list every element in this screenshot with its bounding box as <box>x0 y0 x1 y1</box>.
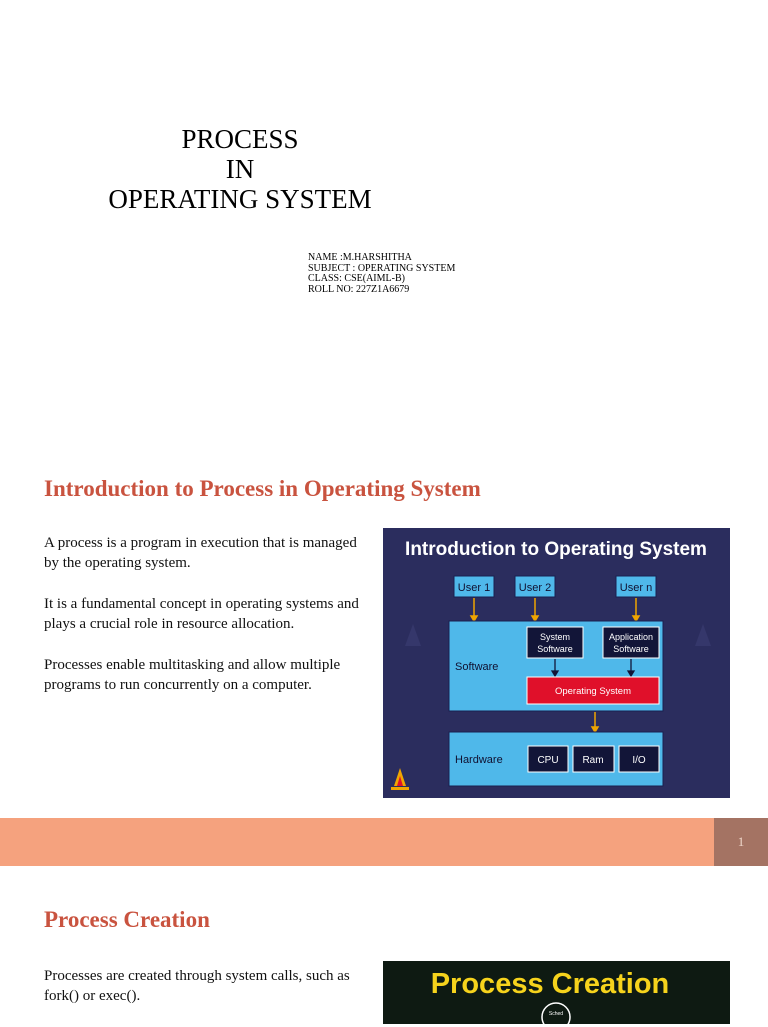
author-class: CLASS: CSE(AIML-B) <box>308 273 405 284</box>
system-software-label: System <box>539 632 571 642</box>
hardware-item-label: Ram <box>582 755 604 766</box>
system-software-label: Software <box>537 644 573 654</box>
hardware-label: Hardware <box>455 754 503 766</box>
user-label: User 2 <box>518 582 552 594</box>
title-line: IN <box>225 154 255 184</box>
presentation-title <box>100 124 380 214</box>
author-info <box>308 253 455 295</box>
diagram-title: Introduction to Operating System <box>405 539 707 560</box>
title-line: OPERATING SYSTEM <box>108 184 372 214</box>
author-roll-no: ROLL NO: 227Z1A6679 <box>308 283 410 295</box>
slide-footer-band <box>0 818 714 866</box>
process-creation-image <box>383 961 730 1024</box>
application-software-label: Application <box>608 632 654 642</box>
intro-paragraph: It is a fundamental concept in operating systems and plays a crucial role in resource allocation. <box>44 596 359 632</box>
user-label: User n <box>619 582 653 594</box>
title-line: PROCESS <box>181 124 299 154</box>
title-slide <box>0 0 768 440</box>
os-diagram-image <box>383 528 730 798</box>
author-subject: SUBJECT : OPERATING SYSTEM <box>308 262 456 274</box>
creation-heading: Process Creation <box>44 907 210 932</box>
scheduler-label: Sched <box>548 1011 564 1017</box>
process-creation-image-title: Process Creation <box>430 968 670 1000</box>
operating-system-label: Operating System <box>554 686 632 697</box>
intro-body <box>44 533 374 716</box>
intro-paragraph: A process is a program in execution that is managed by the operating system. <box>44 535 357 571</box>
intro-slide <box>0 440 768 818</box>
creation-body <box>44 966 374 1027</box>
hardware-item-label: I/O <box>632 755 646 766</box>
page-number: 1 <box>714 818 768 866</box>
software-label: Software <box>455 661 499 673</box>
intro-paragraph: Processes enable multitasking and allow multiple programs to run concurrently on a computer. <box>44 657 341 693</box>
user-label: User 1 <box>457 582 491 594</box>
application-software-label: Software <box>613 644 649 654</box>
creation-paragraph: Processes are created through system calls, such as fork() or exec(). <box>44 968 350 1004</box>
hardware-item-label: CPU <box>537 755 559 766</box>
author-name: NAME :M.HARSHITHA <box>308 252 412 263</box>
process-creation-slide <box>0 866 768 1024</box>
intro-heading: Introduction to Process in Operating System <box>44 476 481 501</box>
